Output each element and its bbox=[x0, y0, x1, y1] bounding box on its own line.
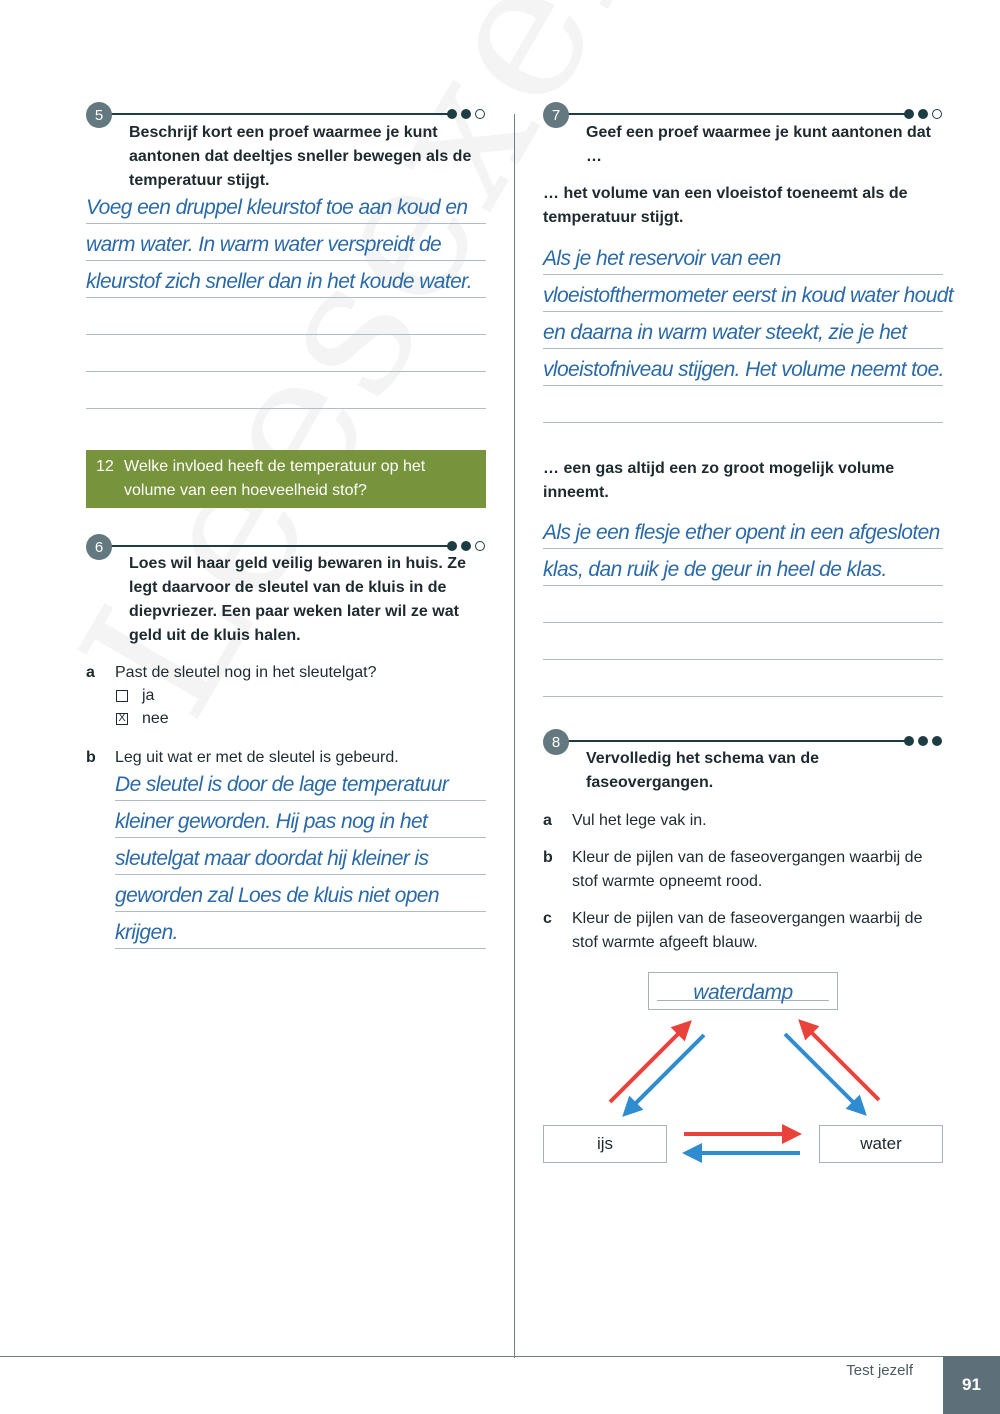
subquestion-letter: a bbox=[543, 812, 552, 829]
question-number-badge: 5 bbox=[86, 102, 112, 128]
answer-line[interactable]: klas, dan ruik je de geur in heel de klas. bbox=[543, 549, 943, 586]
answer-line[interactable]: kleurstof zich sneller dan in het koude water. bbox=[86, 261, 486, 298]
header-rule bbox=[555, 740, 906, 742]
answer-line[interactable] bbox=[86, 372, 486, 409]
subquestion-letter: a bbox=[86, 664, 95, 681]
phase-label: water bbox=[860, 1134, 902, 1153]
answer-line[interactable]: geworden zal Loes de kluis niet open bbox=[115, 875, 486, 912]
subquestion-a-text: Vul het lege vak in. bbox=[572, 812, 707, 829]
difficulty-dots-icon bbox=[904, 735, 944, 747]
section-title: Welke invloed heeft de temperatuur op het volume van een hoeveelheid stof? bbox=[124, 458, 426, 499]
answer-line[interactable]: vloeistofniveau stijgen. Het volume neemt toe. bbox=[543, 349, 943, 386]
question-6-text: Loes wil haar geld veilig bewaren in huis. Ze legt daarvoor de sleutel van de kluis in de diepvriezer. Een paar weken later wil ze wat geld uit de kluis halen. bbox=[129, 555, 466, 644]
answer-line[interactable]: warm water. In warm water verspreidt de bbox=[86, 224, 486, 261]
subquestion-a-text: Past de sleutel nog in het sleutelgat? bbox=[115, 664, 377, 681]
subquestion-letter: b bbox=[86, 749, 96, 766]
answer-line[interactable]: Voeg een druppel kleurstof toe aan koud en bbox=[86, 187, 486, 224]
option-label: ja bbox=[142, 687, 155, 704]
option-nee[interactable] bbox=[116, 708, 169, 730]
answer-line[interactable]: vloeistofthermometer eerst in koud water houdt bbox=[543, 275, 943, 312]
answer-line[interactable]: sleutelgat maar doordat hij kleiner is bbox=[115, 838, 486, 875]
answer-line[interactable] bbox=[543, 660, 943, 697]
option-label: nee bbox=[142, 710, 169, 727]
difficulty-dots-icon bbox=[447, 540, 487, 552]
answer-line[interactable]: krijgen. bbox=[115, 912, 486, 949]
footer-rule bbox=[0, 1356, 943, 1357]
question-7-part-1: … het volume van een vloeistof toeneemt als de temperatuur stijgt. bbox=[543, 185, 908, 226]
section-heading bbox=[86, 450, 486, 508]
difficulty-dots-icon bbox=[447, 108, 487, 120]
header-rule bbox=[98, 113, 449, 115]
header-rule bbox=[555, 113, 906, 115]
answer-line[interactable] bbox=[543, 623, 943, 660]
answer-line[interactable]: en daarna in warm water steekt, zie je het bbox=[543, 312, 943, 349]
subquestion-b-text: Leg uit wat er met de sleutel is gebeurd. bbox=[115, 749, 399, 766]
column-divider bbox=[514, 114, 515, 1358]
subquestion-letter: c bbox=[543, 910, 552, 927]
answer-line[interactable]: Als je een flesje ether opent in een afgesloten bbox=[543, 512, 943, 549]
subquestion-c-text: Kleur de pijlen van de faseovergangen waarbij de stof warmte afgeeft blauw. bbox=[572, 910, 923, 951]
checked-checkbox-icon[interactable]: X bbox=[116, 713, 128, 725]
subquestion-b-text: Kleur de pijlen van de faseovergangen waarbij de stof warmte opneemt rood. bbox=[572, 849, 923, 890]
answer-line[interactable] bbox=[543, 586, 943, 623]
question-7-part-2: … een gas altijd een zo groot mogelijk volume inneemt. bbox=[543, 460, 895, 501]
phase-arrows-diagram bbox=[540, 1010, 950, 1170]
option-ja[interactable] bbox=[116, 685, 154, 707]
question-5-text: Beschrijf kort een proef waarmee je kunt aantonen dat deeltjes sneller bewegen als de temperatuur stijgt. bbox=[129, 124, 472, 189]
checkbox-icon[interactable] bbox=[116, 690, 128, 702]
question-8-text: Vervolledig het schema van de faseovergangen. bbox=[586, 750, 819, 791]
answer-line[interactable] bbox=[86, 298, 486, 335]
filled-answer: waterdamp bbox=[693, 981, 793, 1004]
question-7-text: Geef een proef waarmee je kunt aantonen dat … bbox=[586, 124, 931, 165]
question-number-badge: 7 bbox=[543, 102, 569, 128]
answer-line[interactable]: De sleutel is door de lage temperatuur bbox=[115, 764, 486, 801]
header-rule bbox=[98, 545, 449, 547]
difficulty-dots-icon bbox=[904, 108, 944, 120]
phase-label: ijs bbox=[596, 1134, 614, 1153]
subquestion-letter: b bbox=[543, 849, 553, 866]
question-number-badge: 8 bbox=[543, 729, 569, 755]
question-number-badge: 6 bbox=[86, 534, 112, 560]
answer-line[interactable]: Als je het reservoir van een bbox=[543, 238, 943, 275]
answer-line[interactable]: kleiner geworden. Hij pas nog in het bbox=[115, 801, 486, 838]
answer-line[interactable] bbox=[543, 386, 943, 423]
phase-box-waterdamp[interactable] bbox=[648, 972, 838, 1010]
footer-chapter-label: Test jezelf bbox=[846, 1362, 913, 1379]
page-number: 91 bbox=[943, 1356, 1000, 1414]
section-number: 12 bbox=[96, 458, 114, 475]
answer-line[interactable] bbox=[86, 335, 486, 372]
